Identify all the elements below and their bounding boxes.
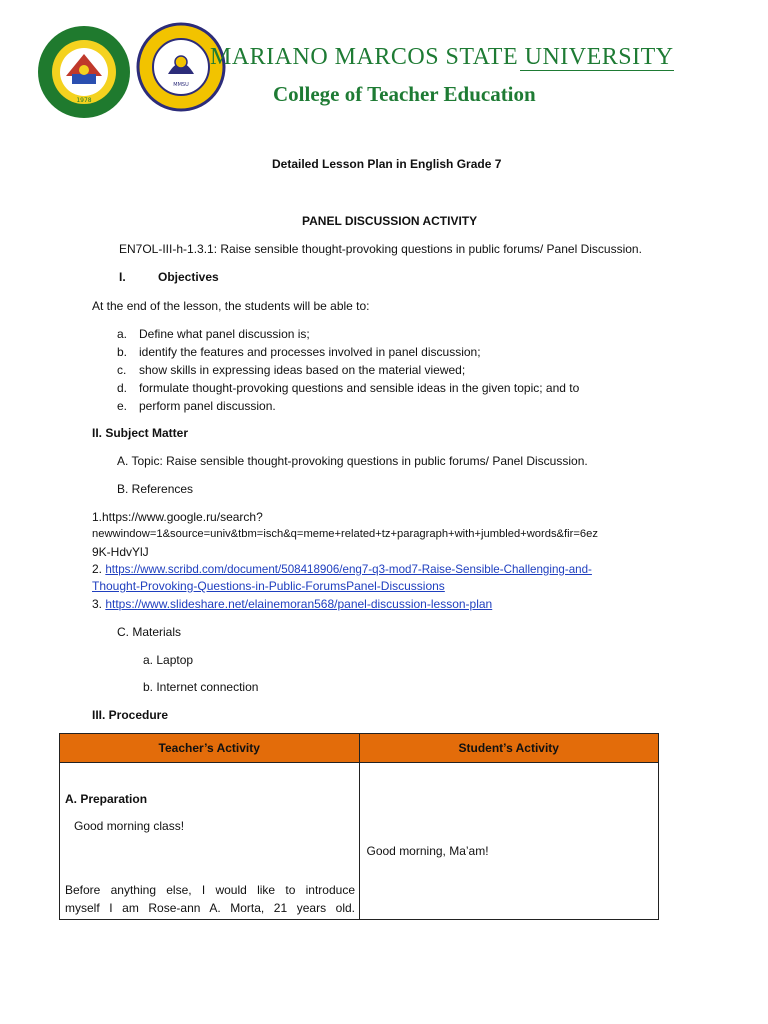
competency-code: EN7OL-III-h-1.3.1: Raise sensible thought-provoking questions in public forums/ Panel Discussion.	[119, 242, 642, 256]
material-item: a. Laptop	[143, 653, 194, 667]
student-activity-header: Student’s Activity	[359, 734, 659, 763]
procedure-heading: III. Procedure	[92, 708, 169, 722]
objective-letter: a.	[117, 327, 128, 341]
objective-item: Define what panel discussion is;	[139, 327, 310, 341]
teacher-activity-cell	[60, 763, 360, 920]
objective-item: show skills in expressing ideas based on the material viewed;	[139, 363, 466, 377]
objectives-intro: At the end of the lesson, the students will be able to:	[92, 299, 370, 313]
reference-1-line2: newwindow=1&source=univ&tbm=isch&q=meme+related+tz+paragraph+with+jumbled+words&fir=6ez	[92, 528, 598, 540]
objectives-heading: Objectives	[158, 270, 219, 284]
reference-3-link[interactable]: https://www.slideshare.net/elainemoran568/panel-discussion-lesson-plan	[105, 597, 493, 611]
objective-item: identify the features and processes involved in panel discussion;	[139, 345, 481, 359]
student-reply: Good morning, Ma’am!	[366, 844, 489, 858]
header-rule	[520, 70, 674, 71]
teacher-activity-header: Teacher’s Activity	[60, 734, 360, 763]
reference-1-line1: 1.https://www.google.ru/search?	[92, 510, 263, 524]
objective-item: perform panel discussion.	[139, 399, 276, 413]
document-title: Detailed Lesson Plan in English Grade 7	[272, 157, 502, 171]
teacher-intro-line1: Before anything else, I would like to introduce	[65, 883, 355, 897]
svg-text:1978: 1978	[76, 97, 92, 104]
university-name: MARIANO MARCOS STATE UNIVERSITY	[210, 44, 674, 70]
table-header-row	[60, 734, 659, 763]
objective-letter: e.	[117, 399, 128, 413]
teacher-greeting: Good morning class!	[74, 819, 185, 833]
reference-2-link-cont[interactable]: Thought-Provoking-Questions-in-Public-ForumsPanel-Discussions	[92, 579, 445, 593]
reference-1-line3: 9K-HdvYlJ	[92, 545, 149, 559]
material-item: b. Internet connection	[143, 680, 259, 694]
teacher-intro-line2: myself I am Rose-ann A. Morta, 21 years old.	[65, 901, 355, 915]
topic: A. Topic: Raise sensible thought-provoking questions in public forums/ Panel Discussion.	[117, 454, 588, 468]
activity-title: PANEL DISCUSSION ACTIVITY	[302, 214, 478, 228]
procedure-table	[59, 733, 659, 920]
objective-letter: d.	[117, 381, 128, 395]
objective-letter: b.	[117, 345, 128, 359]
preparation-label: A. Preparation	[65, 792, 148, 806]
objective-letter: c.	[117, 363, 127, 377]
objectives-number: I.	[119, 270, 126, 284]
objective-item: formulate thought-provoking questions and sensible ideas in the given topic; and to	[139, 381, 580, 395]
reference-3-number: 3.	[92, 597, 106, 611]
references-heading: B. References	[117, 482, 194, 496]
materials-heading: C. Materials	[117, 625, 182, 639]
college-name: College of Teacher Education	[273, 82, 536, 106]
university-seal	[36, 24, 132, 120]
subject-matter-heading: II. Subject Matter	[92, 426, 189, 440]
reference-2-link[interactable]: https://www.scribd.com/document/508418906/eng7-q3-mod7-Raise-Sensible-Challenging-and-	[105, 563, 592, 576]
svg-text:MMSU: MMSU	[173, 82, 189, 88]
table-row	[60, 763, 659, 920]
student-activity-cell	[359, 763, 659, 920]
reference-2-number: 2.	[92, 562, 106, 576]
